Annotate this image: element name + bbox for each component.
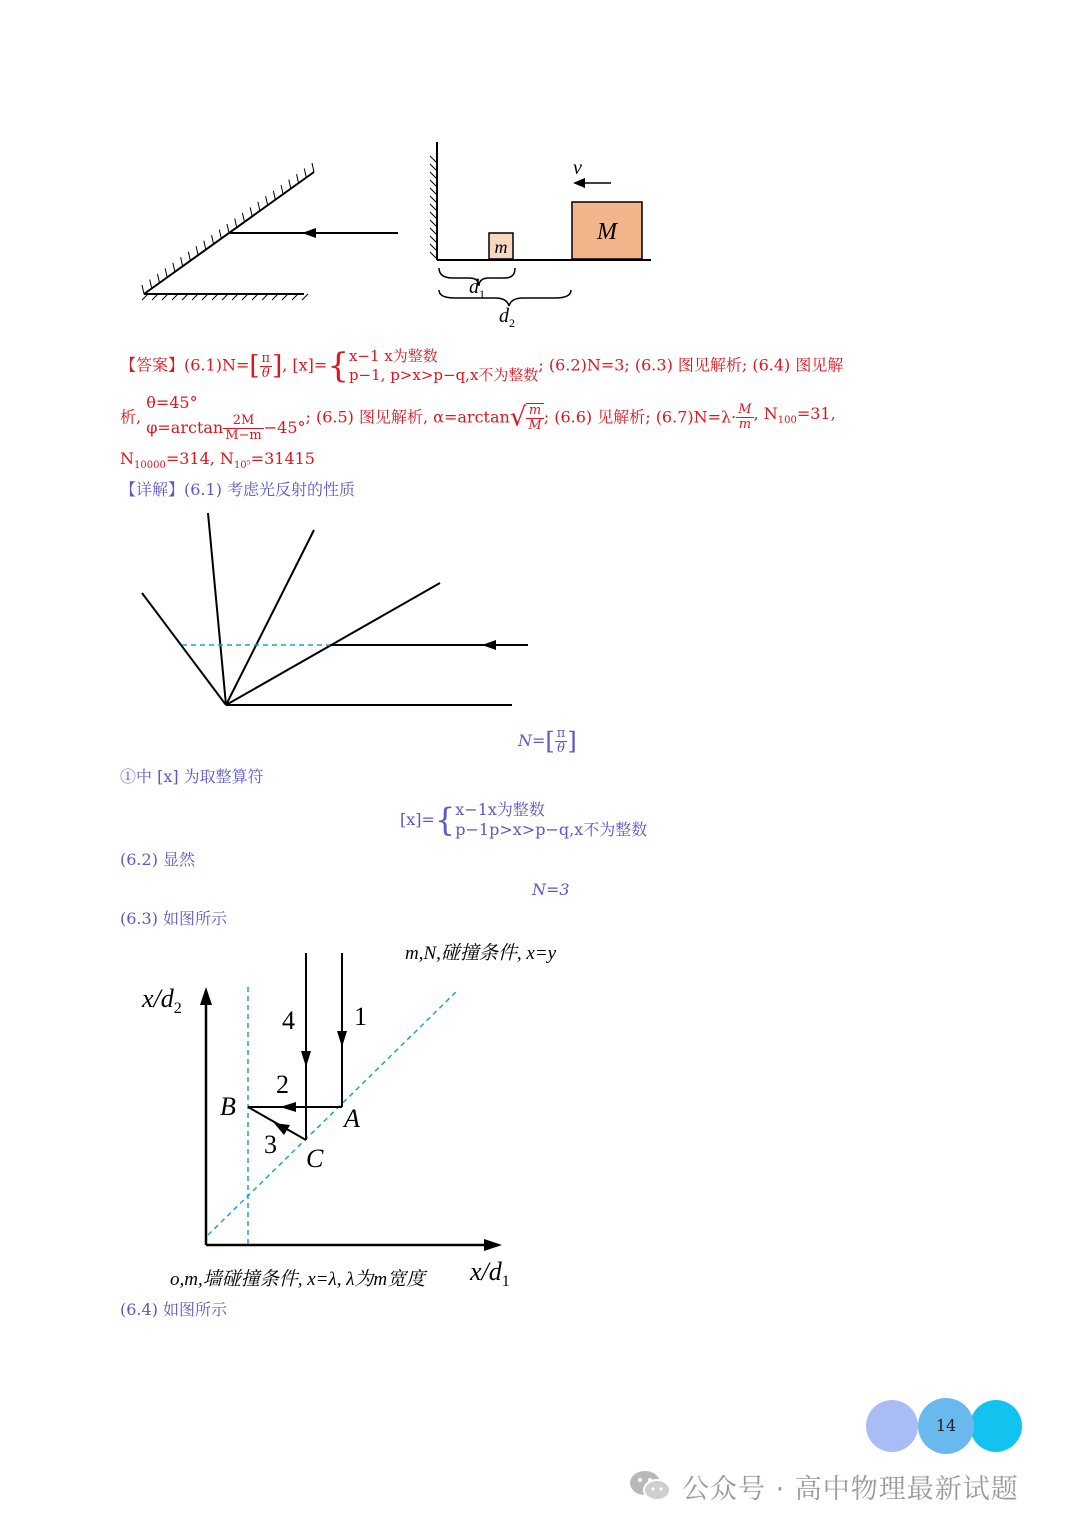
case-2: p−1, p>x>p−q,x不为整数: [348, 366, 539, 384]
graph-bottom-note: o,m,墙碰撞条件, x=λ, λ为m宽度: [170, 1269, 426, 1290]
page-badge: [866, 1398, 1026, 1454]
reflection-figure: [130, 505, 540, 720]
label-C: C: [306, 1144, 324, 1173]
p62-text: (6.2) 显然: [120, 850, 196, 869]
velocity-label: v: [573, 157, 582, 179]
mirror-figure: [130, 160, 410, 310]
answer-line-3: $N_{10000}=314$, $N_{10^5}=31415$: [120, 449, 315, 472]
watermark: [628, 1466, 1019, 1506]
note-floor-operator: ①中 [x] 为取整算符: [120, 767, 264, 786]
y-axis-label: $x/d_2$: [142, 984, 182, 1017]
label-A: A: [344, 1104, 360, 1133]
label-3: 3: [264, 1130, 277, 1159]
page-number: 14: [935, 1416, 957, 1435]
watermark-text: 公众号 · 高中物理最新试题: [682, 1473, 1019, 1505]
badge-circle-right: [970, 1400, 1022, 1452]
label-1: 1: [354, 1002, 367, 1031]
large-block-label: M: [597, 219, 617, 245]
equation-N: N=[ $\frac{\pi}{\theta}$ ]: [518, 726, 577, 756]
pi-over-theta: $\frac{\pi}{\theta}$: [261, 350, 271, 381]
x-axis-label: $x/d_1$: [470, 1257, 510, 1290]
equation-N3: N=3: [532, 880, 570, 899]
badge-circle-left: [866, 1400, 918, 1452]
graph-top-note: m,N,碰撞条件, x=y: [405, 943, 557, 964]
label-2: 2: [276, 1070, 289, 1099]
small-block-label: m: [494, 237, 508, 257]
label-4: 4: [282, 1006, 295, 1035]
d2-label: $d_2$: [499, 305, 515, 330]
wechat-icon: [628, 1468, 672, 1504]
d1-label: $d_1$: [469, 276, 485, 301]
equation-floor: [x]={ x−1x为整数 p−1p>x>p−q,x不为整数: [400, 800, 648, 839]
answer-tag: 【答案】: [120, 355, 185, 375]
label-B: B: [220, 1092, 236, 1121]
theta-equation: θ=45°: [146, 393, 198, 412]
answer-line-2: 析, θ=45° φ=arctan $\frac{2M}{M-m}$ −45° ; (6.5) 图见解析, α=arctan√ $\frac{m}{M}$ ; (6.6) 见解析; (6.7)N=λ· $\frac{M}{m}$ , $N_{100}=31$,: [120, 393, 836, 443]
p64-text: (6.4) 如图所示: [120, 1300, 228, 1319]
answer-line-1: 【答案】(6.1)N=[ $\frac{\pi}{\theta}$ ], [x]={ x−1 x为整数 p−1, p>x>p−q,x不为整数 ; (6.2)N=3; (6.3) 图见解析; (6.4) 图见解: [120, 346, 844, 386]
detail-heading: 【详解】(6.1) 考虑光反射的性质: [120, 480, 356, 499]
p63-text: (6.3) 如图所示: [120, 909, 228, 928]
collision-figure: [425, 140, 665, 335]
case-1: x−1 x为整数: [348, 347, 438, 365]
phase-graph: [130, 935, 570, 1295]
